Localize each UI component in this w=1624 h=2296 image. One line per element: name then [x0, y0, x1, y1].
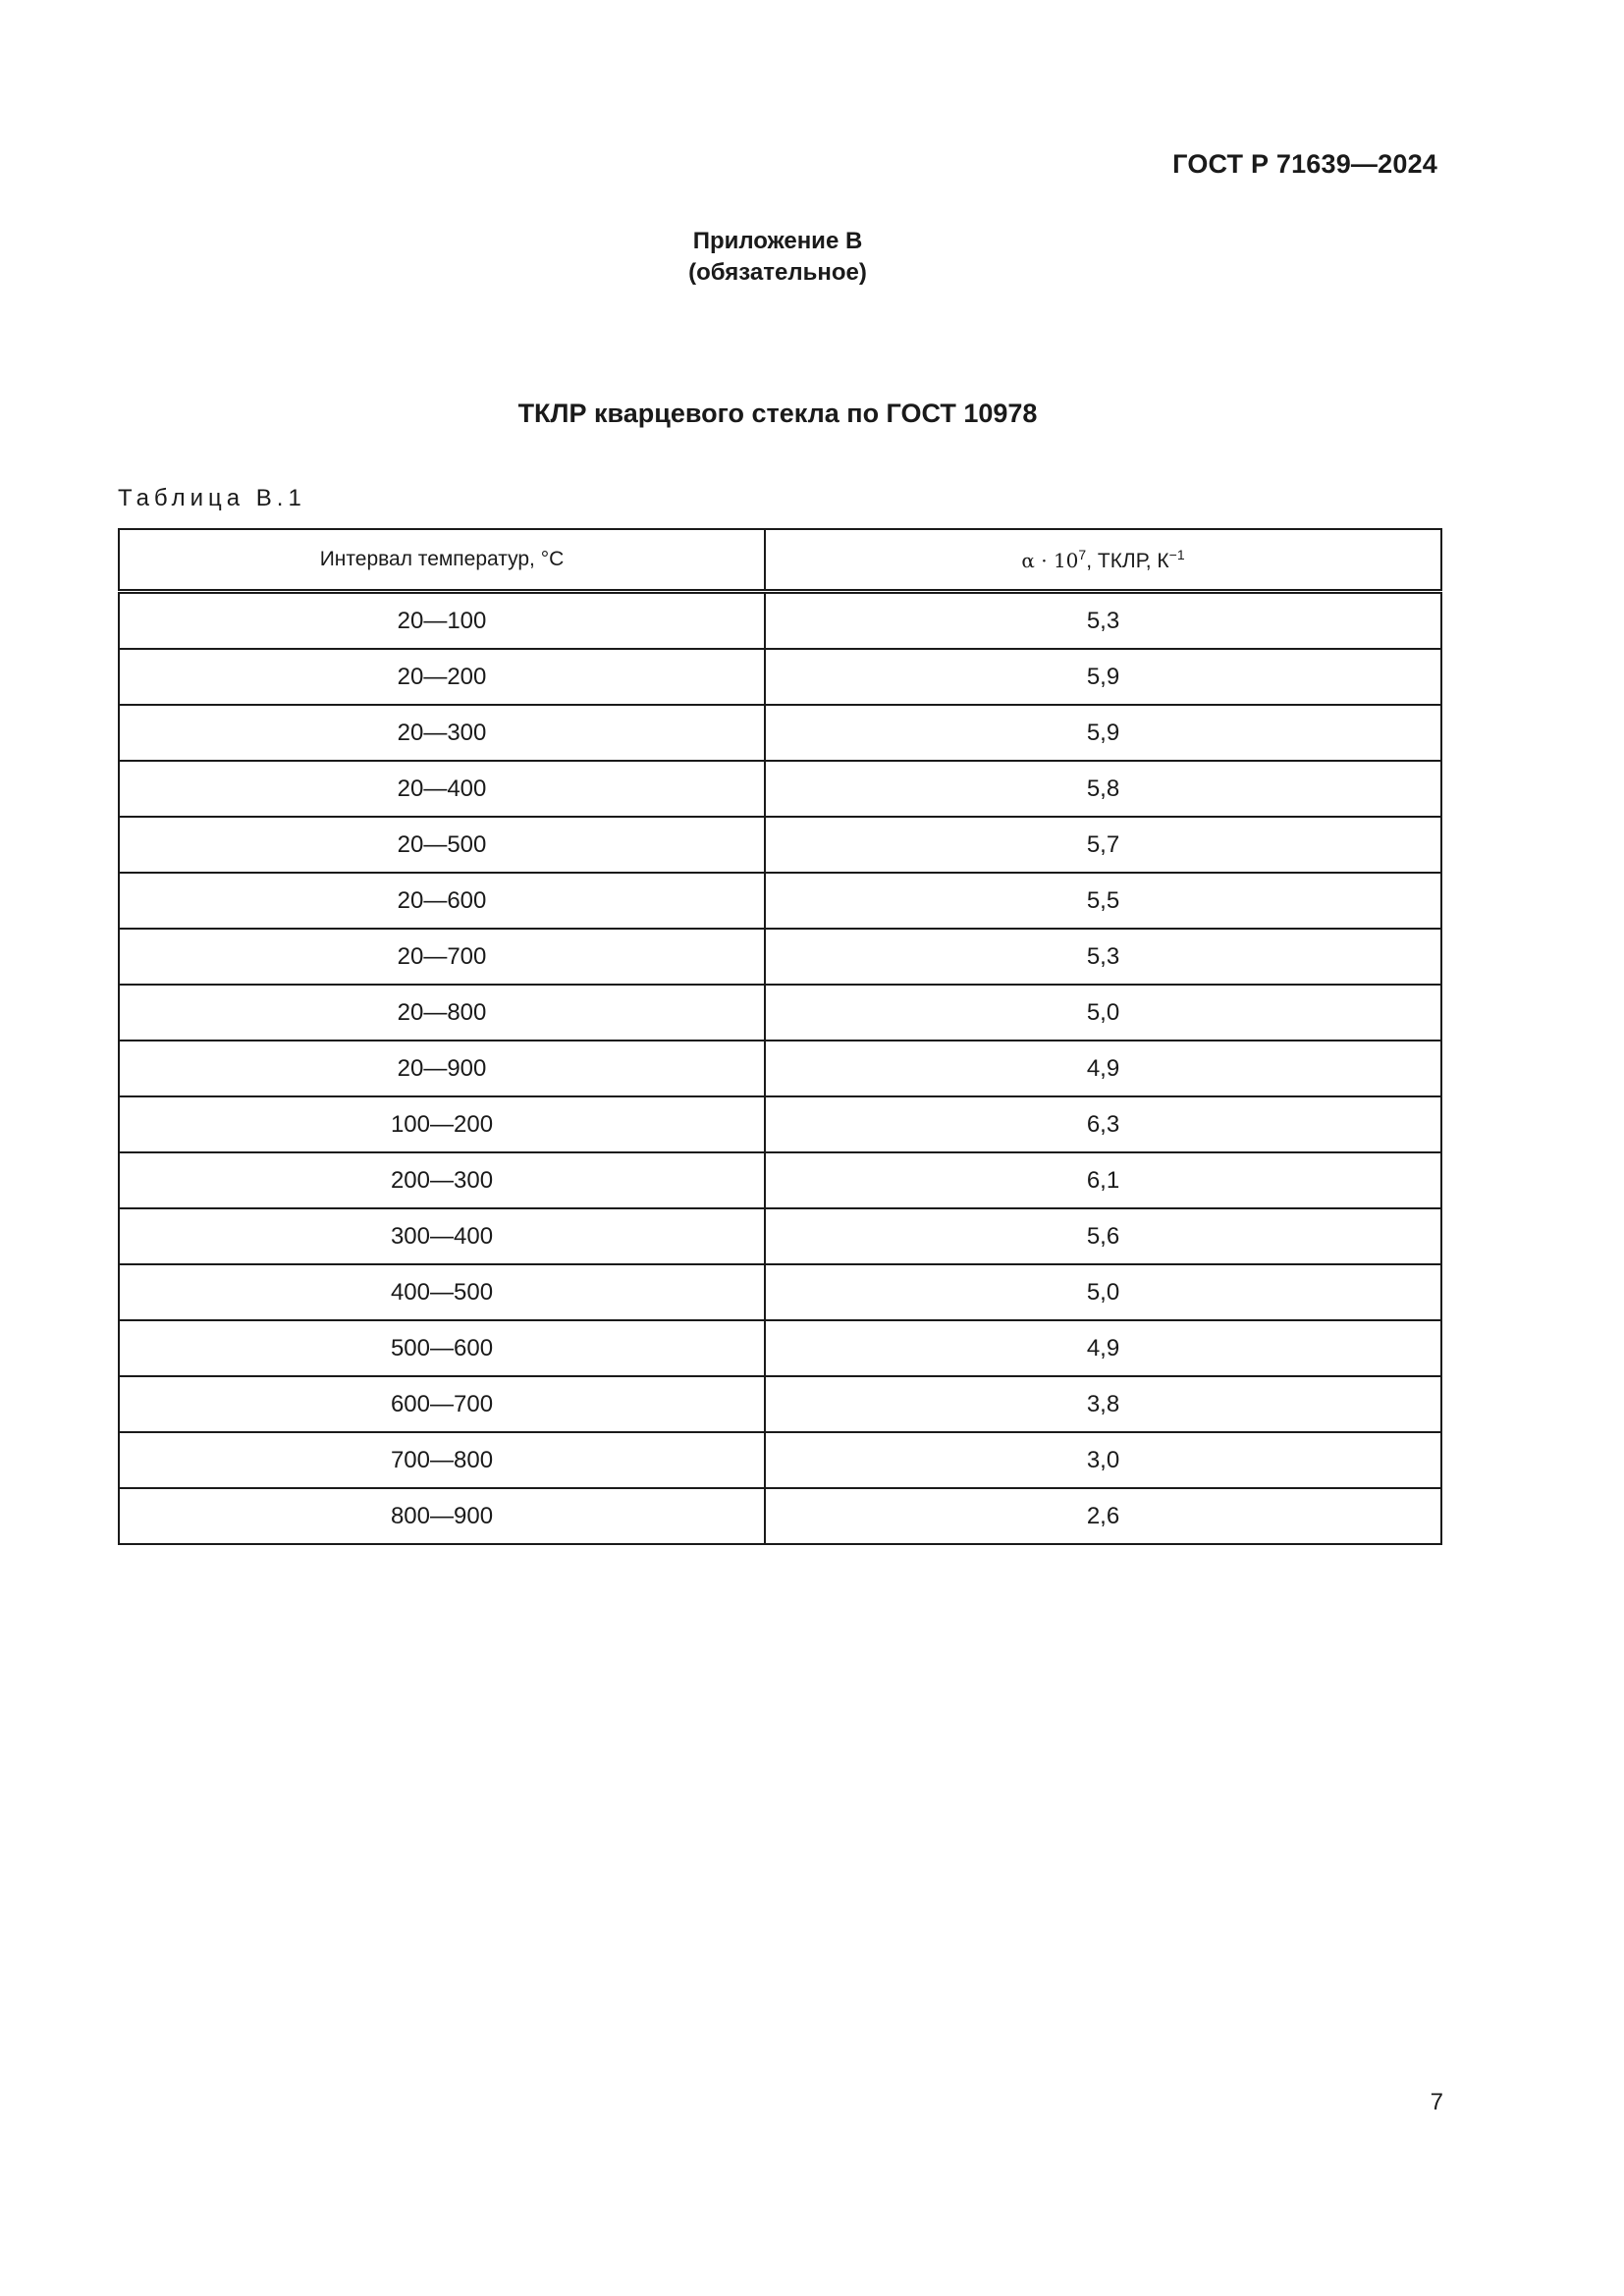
data-table	[118, 528, 1442, 1545]
header-expansion-coefficient	[765, 529, 1441, 592]
coefficient-value-cell: 5,9	[765, 649, 1441, 705]
temperature-interval-cell: 20—700	[119, 929, 765, 985]
table-row	[119, 1320, 1441, 1376]
table-row	[119, 1488, 1441, 1544]
unit-exponent: −1	[1168, 546, 1185, 562]
table-row	[119, 705, 1441, 761]
temperature-interval-cell: 20—400	[119, 761, 765, 817]
table-row	[119, 1264, 1441, 1320]
temperature-interval-cell: 20—800	[119, 985, 765, 1041]
table-row	[119, 1096, 1441, 1152]
table-row	[119, 1041, 1441, 1096]
table-caption: Таблица В.1	[118, 485, 306, 511]
temperature-interval-cell: 200—300	[119, 1152, 765, 1208]
table-row	[119, 1152, 1441, 1208]
table-row	[119, 1432, 1441, 1488]
table-row	[119, 1376, 1441, 1432]
coefficient-value-cell: 5,9	[765, 705, 1441, 761]
temperature-interval-cell: 20—100	[119, 592, 765, 650]
appendix-heading	[0, 226, 1555, 289]
temperature-interval-cell: 600—700	[119, 1376, 765, 1432]
coefficient-value-cell: 4,9	[765, 1041, 1441, 1096]
header-unit-text: , ТКЛР, К	[1086, 549, 1169, 572]
table-row	[119, 761, 1441, 817]
temperature-interval-cell: 300—400	[119, 1208, 765, 1264]
document-code: ГОСТ Р 71639—2024	[1172, 149, 1437, 179]
coefficient-value-cell: 3,8	[765, 1376, 1441, 1432]
temperature-interval-cell: 100—200	[119, 1096, 765, 1152]
coefficient-value-cell: 5,8	[765, 761, 1441, 817]
temperature-interval-cell: 500—600	[119, 1320, 765, 1376]
temperature-interval-cell: 20—500	[119, 817, 765, 873]
temperature-interval-cell: 20—900	[119, 1041, 765, 1096]
coefficient-value-cell: 5,7	[765, 817, 1441, 873]
appendix-title: Приложение В	[692, 228, 863, 254]
appendix-status: (обязательное)	[688, 259, 867, 286]
coefficient-value-cell: 5,5	[765, 873, 1441, 929]
table-row	[119, 873, 1441, 929]
table-row	[119, 817, 1441, 873]
temperature-interval-cell: 800—900	[119, 1488, 765, 1544]
temperature-interval-cell: 20—300	[119, 705, 765, 761]
coefficient-value-cell: 2,6	[765, 1488, 1441, 1544]
table-row	[119, 649, 1441, 705]
coefficient-value-cell: 5,3	[765, 929, 1441, 985]
temperature-interval-cell: 20—600	[119, 873, 765, 929]
section-title: ТКЛР кварцевого стекла по ГОСТ 10978	[517, 399, 1038, 428]
coefficient-value-cell: 3,0	[765, 1432, 1441, 1488]
coefficient-value-cell: 6,3	[765, 1096, 1441, 1152]
table-body	[119, 592, 1441, 1545]
header-temperature-interval: Интервал температур, °С	[119, 529, 765, 592]
temperature-interval-cell: 700—800	[119, 1432, 765, 1488]
table-row	[119, 592, 1441, 650]
temperature-interval-cell: 20—200	[119, 649, 765, 705]
temperature-interval-cell: 400—500	[119, 1264, 765, 1320]
coefficient-value-cell: 6,1	[765, 1152, 1441, 1208]
table-row	[119, 985, 1441, 1041]
coefficient-value-cell: 5,3	[765, 592, 1441, 650]
coefficient-value-cell: 4,9	[765, 1320, 1441, 1376]
table-header	[119, 529, 1441, 592]
table-row	[119, 929, 1441, 985]
alpha-symbol: α · 10	[1021, 548, 1079, 572]
coefficient-value-cell: 5,6	[765, 1208, 1441, 1264]
coefficient-value-cell: 5,0	[765, 1264, 1441, 1320]
exponent: 7	[1078, 546, 1087, 562]
coefficient-value-cell: 5,0	[765, 985, 1441, 1041]
page-number: 7	[1430, 2089, 1443, 2115]
table-row	[119, 1208, 1441, 1264]
table-header-row	[119, 529, 1441, 592]
